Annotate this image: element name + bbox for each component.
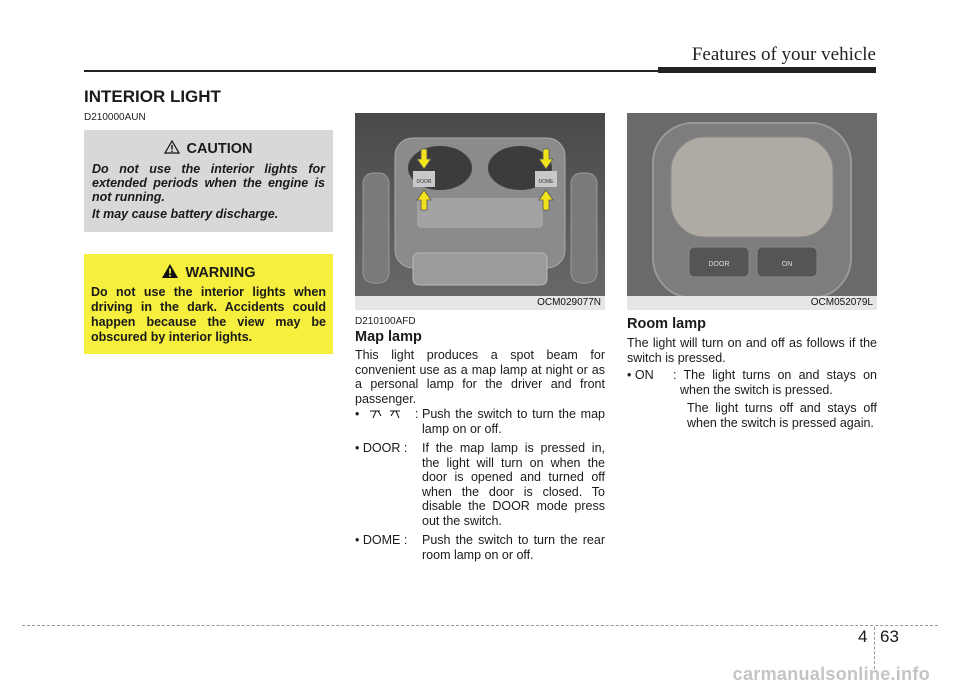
site-watermark: carmanualsonline.info bbox=[732, 664, 930, 684]
warning-triangle-icon bbox=[161, 263, 179, 279]
warning-triangle-icon bbox=[164, 140, 180, 154]
caution-text-2: It may cause battery discharge. bbox=[92, 207, 279, 221]
map-door-switch-label: DOOR bbox=[416, 179, 432, 185]
map-lamp-item-dome bbox=[355, 533, 605, 563]
footer-rule bbox=[22, 625, 938, 626]
map-lamp-illustration bbox=[355, 113, 605, 310]
map-item-2-text: If the map lamp is pressed in, the light will turn on when the door is opened and turned off when the door is closed. To disable the DOOR mode press out the switch. bbox=[422, 441, 605, 528]
room-photo-caption: OCM052079L bbox=[810, 297, 873, 308]
room-item-label: • ON bbox=[627, 368, 654, 382]
room-lamp-illustration bbox=[627, 113, 877, 310]
map-lamp-photo bbox=[355, 113, 605, 310]
map-photo-caption: OCM029077N bbox=[537, 297, 601, 308]
chapter-header-title: Features of your vehicle bbox=[691, 44, 876, 65]
section-title: INTERIOR LIGHT bbox=[84, 87, 221, 106]
chapter-number: 4 bbox=[858, 627, 868, 646]
map-item-1-label: : bbox=[415, 407, 419, 421]
warning-box bbox=[84, 254, 333, 354]
warning-heading bbox=[84, 263, 333, 281]
page-number-divider bbox=[874, 627, 875, 669]
room-item-text-1: : The light turns on and stays on when the switch is pressed. bbox=[673, 368, 877, 397]
section-code: D210000AUN bbox=[84, 112, 146, 123]
room-lamp-photo bbox=[627, 113, 877, 310]
map-lamp-item-onoff: • : Push the switch to turn the map lamp on or off. bbox=[355, 407, 605, 436]
map-item-1-text: Push the switch to turn the map lamp on or off. bbox=[422, 407, 605, 436]
map-lamp-item-door bbox=[355, 441, 605, 531]
map-item-3-label: • DOME : bbox=[355, 533, 408, 547]
room-lamp-intro: The light will turn on and off as follows if the switch is pressed. bbox=[627, 336, 877, 365]
room-lamp-item-on bbox=[627, 368, 877, 448]
map-lamp-intro: This light produces a spot beam for convenient use as a map lamp at night or as a personal lamp for the driver and front passenger. bbox=[355, 348, 605, 406]
room-item-text-2: The light turns off and stays off when the switch is pressed again. bbox=[687, 401, 877, 430]
warning-text: Do not use the interior lights when driving in the dark. Accidents could happen because the view may be obscured by interior lights. bbox=[91, 285, 326, 344]
room-lamp-title: Room lamp bbox=[627, 316, 706, 332]
caution-box bbox=[84, 130, 333, 232]
caution-text-1: Do not use the interior lights for extended periods when the engine is not running. bbox=[92, 162, 325, 204]
caution-heading-label: CAUTION bbox=[186, 141, 253, 157]
map-item-2-label: • DOOR : bbox=[355, 441, 408, 455]
map-lamp-title: Map lamp bbox=[355, 329, 422, 345]
caution-body bbox=[92, 162, 325, 224]
warning-heading-label: WARNING bbox=[185, 265, 256, 281]
map-dome-switch-label: DOME bbox=[538, 179, 554, 185]
map-lamp-code: D210100AFD bbox=[355, 316, 416, 327]
room-door-button-label: DOOR bbox=[708, 261, 730, 268]
room-on-button-label: ON bbox=[781, 261, 793, 268]
page-number: 63 bbox=[880, 627, 899, 646]
header-rule-accent bbox=[658, 67, 876, 73]
map-lamp-beam-icon bbox=[368, 408, 406, 420]
caution-heading bbox=[84, 140, 333, 157]
map-item-3-text: Push the switch to turn the rear room lamp on or off. bbox=[422, 533, 605, 562]
